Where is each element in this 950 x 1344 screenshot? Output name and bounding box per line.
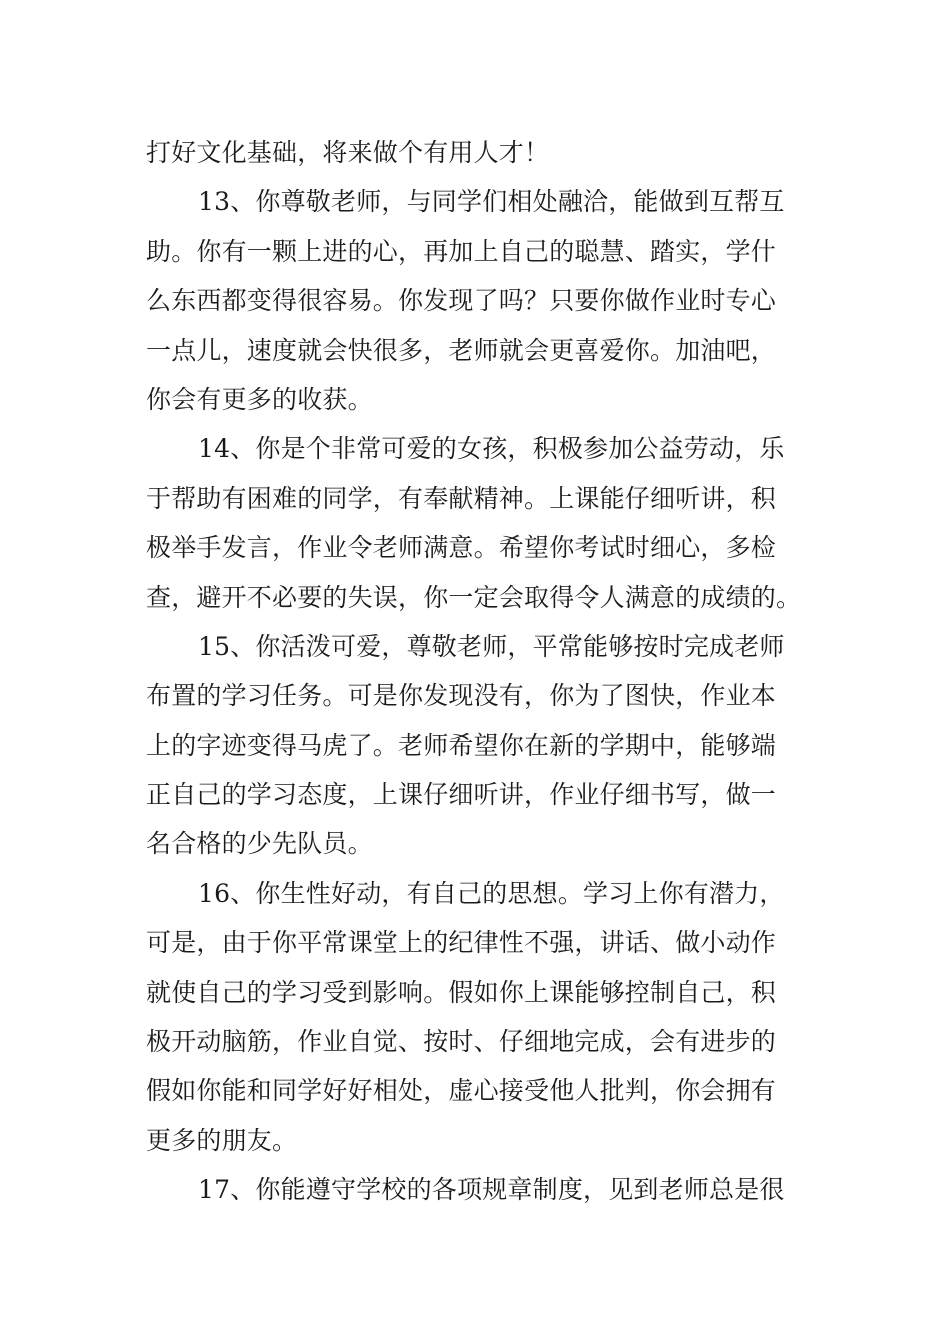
paragraph-first-line: 15、你活泼可爱，尊敬老师，平常能够按时完成老师 bbox=[198, 631, 785, 661]
text-line: 助。你有一颗上进的心，再加上自己的聪慧、踏实，学什 bbox=[146, 236, 777, 266]
text-line: 极开动脑筋，作业自觉、按时、仔细地完成，会有进步的 bbox=[146, 1027, 777, 1057]
paragraph-first-line: 16、你生性好动，有自己的思想。学习上你有潜力， bbox=[198, 878, 785, 908]
paragraph-first-line: 14、你是个非常可爱的女孩，积极参加公益劳动，乐 bbox=[198, 434, 785, 464]
text-line: 么东西都变得很容易。你发现了吗？只要你做作业时专心 bbox=[146, 286, 777, 316]
text-line: 上的字迹变得马虎了。老师希望你在新的学期中，能够端 bbox=[146, 730, 777, 760]
paragraph-first-line: 13、你尊敬老师，与同学们相处融洽，能做到互帮互 bbox=[198, 187, 785, 217]
text-line: 布置的学习任务。可是你发现没有，你为了图快，作业本 bbox=[146, 681, 777, 711]
text-line: 可是，由于你平常课堂上的纪律性不强，讲话、做小动作 bbox=[146, 928, 777, 958]
text-line: 名合格的少先队员。 bbox=[146, 829, 373, 859]
text-line: 就使自己的学习受到影响。假如你上课能够控制自己，积 bbox=[146, 977, 777, 1007]
paragraph-first-line: 17、你能遵守学校的各项规章制度，见到老师总是很 bbox=[198, 1175, 785, 1205]
text-line: 假如你能和同学好好相处，虚心接受他人批判，你会拥有 bbox=[146, 1076, 777, 1106]
text-line: 正自己的学习态度，上课仔细听讲，作业仔细书写，做一 bbox=[146, 780, 777, 810]
text-line: 极举手发言，作业令老师满意。希望你考试时细心，多检 bbox=[146, 533, 777, 563]
text-line: 一点儿，速度就会快很多，老师就会更喜爱你。加油吧， bbox=[146, 335, 777, 365]
text-line: 更多的朋友。 bbox=[146, 1125, 298, 1155]
text-line: 于帮助有困难的同学，有奉献精神。上课能仔细听讲，积 bbox=[146, 483, 777, 513]
text-line: 你会有更多的收获。 bbox=[146, 384, 373, 414]
text-line: 查，避开不必要的失误，你一定会取得令人满意的成绩的。 bbox=[146, 582, 802, 612]
document-body bbox=[146, 128, 806, 1215]
text-line: 打好文化基础，将来做个有用人才！ bbox=[146, 138, 550, 167]
